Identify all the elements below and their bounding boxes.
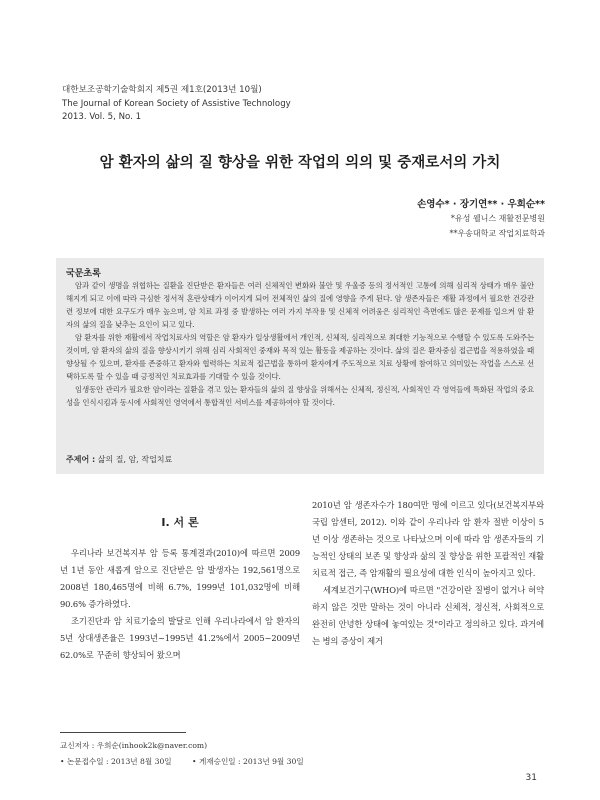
keywords	[66, 454, 172, 465]
corresponding-author: 교신저자 : 우희순(inhook2k@naver.com)	[60, 741, 208, 750]
received-date: • 논문접수일 : 2013년 8월 30일	[60, 757, 172, 766]
abstract-heading: 국문초록	[66, 269, 101, 279]
body-paragraph: 2010년 암 생존자수가 180여만 명에 이르고 있다(보건복지부와 국립 암센터, 2012). 이와 같이 우리나라 암 환자 절반 이상이 5년 이상 생존하는 것으로 나타났으며 이에 따라 암 생존자들의 기능적인 상태의 보존 및 향상과 삶의 질 향상을 위한 포괄적인 재활치료적 접근, 즉 암재활의 필요성에 대한 인식이 높아지고 있다.	[312, 500, 544, 578]
journal-header	[62, 84, 542, 125]
accepted-date: • 게재승인일 : 2013년 9월 30일	[192, 757, 304, 766]
body-column-left	[60, 545, 300, 664]
body-paragraph: 조기진단과 암 치료기술의 발달로 인해 우리나라에서 암 환자의 5년 상대생존율은 1993년~1995년 41.2%에서 2005~2009년 62.0%로 꾸준히 향상되어 왔으며	[60, 616, 300, 660]
affiliation-1: *유성 웰니스 재활전문병원	[450, 214, 545, 223]
abstract-paragraph: 임생동안 관리가 필요한 암이라는 질환을 겪고 있는 환자들의 삶의 질 향상을 위해서는 신체적, 정신적, 사회적인 각 영역들에 특화된 작업의 중요성을 인식시킴과 동시에 사회적인 영역에서 통합적인 서비스를 제공하여야 할 것이다.	[66, 385, 534, 407]
author-list: 손영수* · 장기연** · 우희순**	[417, 199, 545, 210]
page-number: 31	[525, 773, 537, 783]
body-paragraph: 세계보건기구(WHO)에 따르면 "건강이란 질병이 없거나 허약하지 않은 것만 말하는 것이 아니라 신체적, 정신적, 사회적으로 완전히 안녕한 상태에 놓여있는 것"이라고 정의하고 있다. 과거에는 병의 증상이 제거	[312, 585, 544, 646]
affiliation-2: **우송대학교 작업치료학과	[449, 229, 545, 238]
abstract-paragraph: 암과 같이 생명을 위협하는 질환을 진단받은 환자들은 여러 신체적인 변화와 불안 및 우울증 등의 정서적인 고통에 의해 심리적 상태가 매우 불안해지게 되고 이에 따라 극심한 정서적 혼란상태가 이어지게 되어 전체적인 삶의 질에 영향을 주게 된다. 암 생존자들은 재활 과정에서 필요한 건강관련 정보에 대한 요구도가 매우 높으며, 암 치료 과정 중 발생하는 여러 가지 부작용 및 신체적 어려움은 심리적인 측면에도 많은 문제를 일으켜 암 환자의 삶의 질을 낮추는 요인이 되고 있다.	[66, 281, 534, 329]
journal-volume: 2013. Vol. 5, No. 1	[62, 112, 142, 122]
abstract-body	[66, 279, 534, 409]
keywords-label: 주제어 :	[66, 455, 96, 464]
footnote-rule	[60, 732, 186, 733]
paper-title: 암 환자의 삶의 질 향상을 위한 작업의 의의 및 중재로서의 가치	[99, 155, 501, 171]
body-column-right	[312, 497, 544, 650]
submission-dates	[60, 756, 360, 767]
section-heading-introduction: I. 서 론	[161, 516, 199, 529]
keywords-values: 삶의 질, 암, 작업치료	[97, 455, 173, 464]
abstract-paragraph: 암 환자를 위한 재활에서 작업치료사의 역할은 암 환자가 일상생활에서 개인적, 신체적, 심리적으로 최대한 기능적으로 수행할 수 있도록 도와주는 것이며, 암 환자의 삶의 질을 향상시키기 위해 심리 사회적인 중재와 목적 있는 활동을 제공하는 것이다. 삶의 질은 환자중심 접근법을 적용하였을 때 향상될 수 있으며, 환자를 존중하고 환자와 협력하는 치료적 접근법을 통하여 환자에게 주도적으로 치료 상황에 참여하고 의미있는 작업을 스스로 선택하도록 할 수 있을 때 긍정적인 치료효과를 기대할 수 있을 것이다.	[66, 333, 534, 381]
journal-name-english: The Journal of Korean Society of Assistive Technology	[62, 98, 291, 109]
journal-name-korean: 대한보조공학기술학회지 제5권 제1호(2013년 10월)	[62, 85, 262, 95]
body-paragraph: 우리나라 보건복지부 암 등록 통계결과(2010)에 따르면 2009년 1년 동안 새롭게 암으로 진단받은 암 발생자는 192,561명으로 2008년 180,465명에 비해 6.7%, 1999년 101,032명에 비해 90.6% 증가하였다.	[60, 548, 300, 609]
